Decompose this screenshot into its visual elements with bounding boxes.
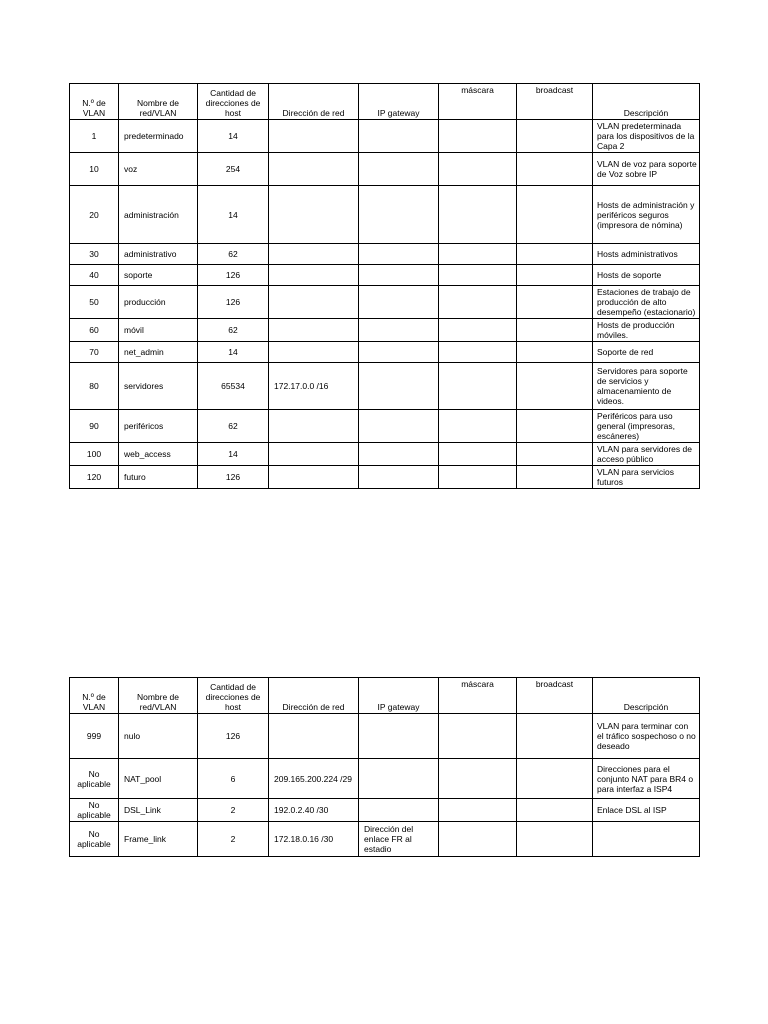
table-row bbox=[70, 714, 700, 759]
table-row bbox=[70, 153, 700, 186]
table-row bbox=[70, 410, 700, 443]
cell-vlan: 60 bbox=[70, 319, 119, 342]
table-row bbox=[70, 822, 700, 857]
cell-name: nulo bbox=[119, 714, 198, 759]
cell-broadcast bbox=[517, 443, 593, 466]
header-mask: máscara bbox=[439, 678, 517, 714]
cell-description: VLAN para terminar con el tráfico sospechoso o no deseado bbox=[593, 714, 700, 759]
cell-vlan: No aplicable bbox=[70, 759, 119, 799]
cell-broadcast bbox=[517, 799, 593, 822]
cell-mask bbox=[439, 799, 517, 822]
cell-hosts: 14 bbox=[198, 186, 269, 244]
cell-mask bbox=[439, 120, 517, 153]
cell-name: administración bbox=[119, 186, 198, 244]
cell-hosts: 126 bbox=[198, 714, 269, 759]
cell-gateway bbox=[359, 265, 439, 286]
cell-gateway bbox=[359, 120, 439, 153]
cell-gateway bbox=[359, 799, 439, 822]
cell-mask bbox=[439, 363, 517, 410]
cell-name: predeterminado bbox=[119, 120, 198, 153]
cell-vlan: 120 bbox=[70, 466, 119, 489]
header-broadcast: broadcast bbox=[517, 84, 593, 120]
cell-name: producción bbox=[119, 286, 198, 319]
cell-mask bbox=[439, 286, 517, 319]
cell-network bbox=[269, 466, 359, 489]
cell-name: voz bbox=[119, 153, 198, 186]
cell-name: net_admin bbox=[119, 342, 198, 363]
cell-broadcast bbox=[517, 265, 593, 286]
header-network: Dirección de red bbox=[269, 678, 359, 714]
header-name: Nombre de red/VLAN bbox=[119, 84, 198, 120]
cell-mask bbox=[439, 759, 517, 799]
cell-hosts: 14 bbox=[198, 120, 269, 153]
table-row bbox=[70, 466, 700, 489]
cell-description: Hosts administrativos bbox=[593, 244, 700, 265]
cell-description: Periféricos para uso general (impresoras, escáneres) bbox=[593, 410, 700, 443]
cell-vlan: No aplicable bbox=[70, 799, 119, 822]
cell-broadcast bbox=[517, 822, 593, 857]
cell-gateway bbox=[359, 466, 439, 489]
cell-hosts: 254 bbox=[198, 153, 269, 186]
header-network: Dirección de red bbox=[269, 84, 359, 120]
cell-network bbox=[269, 153, 359, 186]
table-row bbox=[70, 759, 700, 799]
cell-vlan: 40 bbox=[70, 265, 119, 286]
cell-gateway bbox=[359, 286, 439, 319]
table-row bbox=[70, 265, 700, 286]
cell-network bbox=[269, 714, 359, 759]
table-row bbox=[70, 342, 700, 363]
cell-gateway bbox=[359, 342, 439, 363]
cell-description: Direcciones para el conjunto NAT para BR4 o para interfaz a ISP4 bbox=[593, 759, 700, 799]
cell-vlan: 999 bbox=[70, 714, 119, 759]
cell-name: Frame_link bbox=[119, 822, 198, 857]
cell-broadcast bbox=[517, 120, 593, 153]
cell-network bbox=[269, 319, 359, 342]
cell-vlan: 80 bbox=[70, 363, 119, 410]
cell-vlan: 70 bbox=[70, 342, 119, 363]
cell-broadcast bbox=[517, 363, 593, 410]
header-vlan-no: N.º de VLAN bbox=[70, 84, 119, 120]
cell-network: 192.0.2.40 /30 bbox=[269, 799, 359, 822]
cell-mask bbox=[439, 244, 517, 265]
cell-hosts: 62 bbox=[198, 244, 269, 265]
cell-vlan: No aplicable bbox=[70, 822, 119, 857]
cell-broadcast bbox=[517, 759, 593, 799]
table-row bbox=[70, 186, 700, 244]
cell-name: periféricos bbox=[119, 410, 198, 443]
cell-network: 172.18.0.16 /30 bbox=[269, 822, 359, 857]
cell-network: 172.17.0.0 /16 bbox=[269, 363, 359, 410]
cell-hosts: 126 bbox=[198, 466, 269, 489]
cell-description: Hosts de soporte bbox=[593, 265, 700, 286]
cell-vlan: 30 bbox=[70, 244, 119, 265]
cell-broadcast bbox=[517, 342, 593, 363]
cell-name: móvil bbox=[119, 319, 198, 342]
table-row bbox=[70, 363, 700, 410]
header-description: Descripción bbox=[593, 84, 700, 120]
cell-mask bbox=[439, 153, 517, 186]
header-hosts: Cantidad de direcciones de host bbox=[198, 678, 269, 714]
cell-description: VLAN para servidores de acceso público bbox=[593, 443, 700, 466]
cell-gateway: Dirección del enlace FR al estadio bbox=[359, 822, 439, 857]
vlan-table-main bbox=[69, 83, 700, 489]
cell-network bbox=[269, 342, 359, 363]
cell-hosts: 14 bbox=[198, 443, 269, 466]
header-vlan-no: N.º de VLAN bbox=[70, 678, 119, 714]
cell-vlan: 1 bbox=[70, 120, 119, 153]
cell-network bbox=[269, 120, 359, 153]
cell-description: Enlace DSL al ISP bbox=[593, 799, 700, 822]
cell-name: NAT_pool bbox=[119, 759, 198, 799]
cell-network bbox=[269, 443, 359, 466]
cell-hosts: 2 bbox=[198, 822, 269, 857]
vlan-table-special bbox=[69, 677, 700, 857]
cell-name: DSL_Link bbox=[119, 799, 198, 822]
cell-hosts: 126 bbox=[198, 265, 269, 286]
cell-gateway bbox=[359, 759, 439, 799]
cell-gateway bbox=[359, 363, 439, 410]
cell-name: servidores bbox=[119, 363, 198, 410]
cell-broadcast bbox=[517, 410, 593, 443]
cell-broadcast bbox=[517, 319, 593, 342]
cell-mask bbox=[439, 410, 517, 443]
cell-network bbox=[269, 244, 359, 265]
cell-hosts: 2 bbox=[198, 799, 269, 822]
cell-vlan: 100 bbox=[70, 443, 119, 466]
cell-hosts: 14 bbox=[198, 342, 269, 363]
cell-name: administrativo bbox=[119, 244, 198, 265]
cell-vlan: 90 bbox=[70, 410, 119, 443]
cell-gateway bbox=[359, 443, 439, 466]
table-row bbox=[70, 443, 700, 466]
cell-broadcast bbox=[517, 286, 593, 319]
cell-name: soporte bbox=[119, 265, 198, 286]
cell-broadcast bbox=[517, 466, 593, 489]
cell-gateway bbox=[359, 319, 439, 342]
cell-mask bbox=[439, 265, 517, 286]
cell-description: VLAN predeterminada para los dispositivos de la Capa 2 bbox=[593, 120, 700, 153]
cell-description: Servidores para soporte de servicios y almacenamiento de videos. bbox=[593, 363, 700, 410]
cell-gateway bbox=[359, 410, 439, 443]
cell-gateway bbox=[359, 153, 439, 186]
cell-vlan: 10 bbox=[70, 153, 119, 186]
cell-mask bbox=[439, 714, 517, 759]
table-row bbox=[70, 120, 700, 153]
cell-mask bbox=[439, 319, 517, 342]
cell-mask bbox=[439, 466, 517, 489]
cell-broadcast bbox=[517, 153, 593, 186]
header-hosts: Cantidad de direcciones de host bbox=[198, 84, 269, 120]
cell-description: Soporte de red bbox=[593, 342, 700, 363]
table-row bbox=[70, 286, 700, 319]
cell-hosts: 62 bbox=[198, 319, 269, 342]
cell-vlan: 20 bbox=[70, 186, 119, 244]
cell-description bbox=[593, 822, 700, 857]
table-row bbox=[70, 319, 700, 342]
cell-mask bbox=[439, 822, 517, 857]
cell-description: Estaciones de trabajo de producción de alto desempeño (estacionario) bbox=[593, 286, 700, 319]
cell-network bbox=[269, 186, 359, 244]
header-row bbox=[70, 84, 700, 120]
cell-network: 209.165.200.224 /29 bbox=[269, 759, 359, 799]
cell-description: VLAN para servicios futuros bbox=[593, 466, 700, 489]
cell-mask bbox=[439, 443, 517, 466]
cell-network bbox=[269, 265, 359, 286]
cell-gateway bbox=[359, 186, 439, 244]
cell-gateway bbox=[359, 244, 439, 265]
header-name: Nombre de red/VLAN bbox=[119, 678, 198, 714]
cell-network bbox=[269, 410, 359, 443]
cell-gateway bbox=[359, 714, 439, 759]
cell-vlan: 50 bbox=[70, 286, 119, 319]
cell-hosts: 6 bbox=[198, 759, 269, 799]
header-gateway: IP gateway bbox=[359, 678, 439, 714]
cell-broadcast bbox=[517, 244, 593, 265]
cell-hosts: 126 bbox=[198, 286, 269, 319]
header-mask: máscara bbox=[439, 84, 517, 120]
cell-name: web_access bbox=[119, 443, 198, 466]
header-broadcast: broadcast bbox=[517, 678, 593, 714]
header-gateway: IP gateway bbox=[359, 84, 439, 120]
cell-name: futuro bbox=[119, 466, 198, 489]
cell-network bbox=[269, 286, 359, 319]
cell-description: VLAN de voz para soporte de Voz sobre IP bbox=[593, 153, 700, 186]
cell-mask bbox=[439, 186, 517, 244]
cell-description: Hosts de producción móviles. bbox=[593, 319, 700, 342]
header-row bbox=[70, 678, 700, 714]
cell-description: Hosts de administración y periféricos seguros (impresora de nómina) bbox=[593, 186, 700, 244]
cell-broadcast bbox=[517, 714, 593, 759]
table-row bbox=[70, 244, 700, 265]
header-description: Descripción bbox=[593, 678, 700, 714]
cell-hosts: 62 bbox=[198, 410, 269, 443]
cell-hosts: 65534 bbox=[198, 363, 269, 410]
cell-mask bbox=[439, 342, 517, 363]
cell-broadcast bbox=[517, 186, 593, 244]
table-row bbox=[70, 799, 700, 822]
